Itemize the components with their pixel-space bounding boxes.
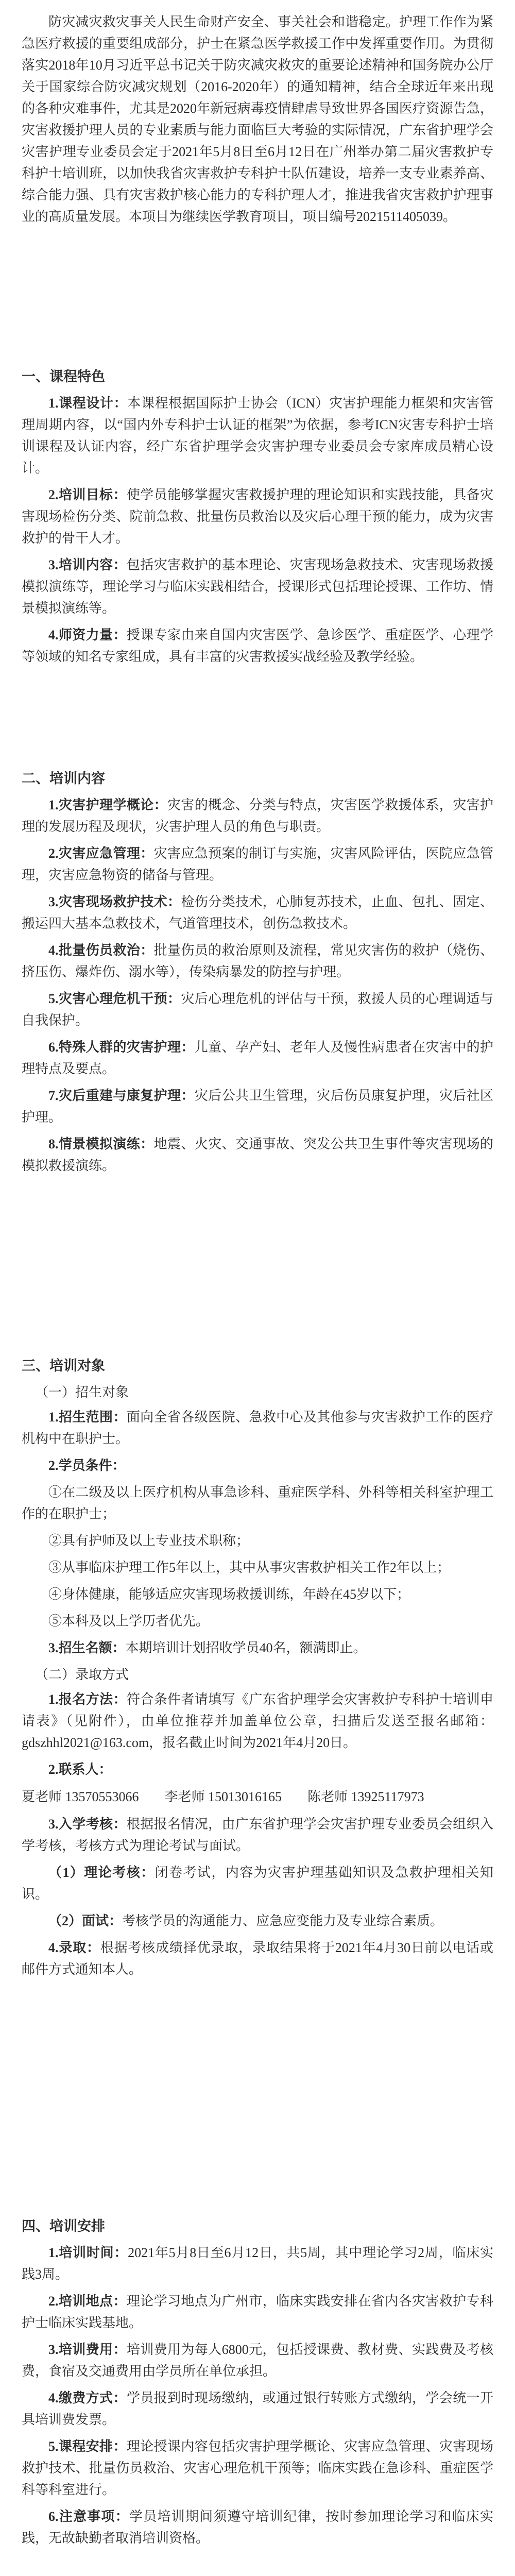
- subsection-title: （一）招生对象: [35, 1385, 129, 1400]
- item-text: 根据考核成绩择优录取，录取结果将于2021年4月30日前以电话或邮件方式通知本人。: [22, 1940, 493, 1977]
- item-text: 使学员能够掌握灾害救援护理的理论知识和实践技能，具备灾害现场检伤分类、院前急救、批量伤员救治以及灾后心理干预的能力，成为灾害救护的骨干人才。: [22, 487, 493, 546]
- list-item: [22, 1482, 493, 1525]
- list-item: [22, 1759, 493, 1781]
- item-text: ①在二级及以上医疗机构从事急诊科、重症医学科、外科等相关科室护理工作的在职护士；: [22, 1485, 493, 1521]
- list-item: [22, 2387, 493, 2431]
- list-item: [22, 891, 493, 935]
- item-text: 授课专家由来自国内灾害医学、急诊医学、重症医学、心理学等领域的知名专家组成，具有丰富的灾害救援实战经验及教学经验。: [22, 628, 493, 664]
- list-item: [22, 2242, 493, 2285]
- list-item: [22, 940, 493, 983]
- item-lead: 5.课程安排：: [48, 2439, 127, 2454]
- item-lead: 6.注意事项：: [48, 2509, 129, 2524]
- intro-section: [22, 11, 493, 233]
- list-item: [22, 2436, 493, 2501]
- item-lead: 3.培训费用：: [48, 2342, 127, 2357]
- item-text: 学员报到时现场缴纳，或通过银行转账方式缴纳，学会统一开具培训费发票。: [22, 2391, 493, 2427]
- item-lead: 3.入学考核：: [48, 1817, 127, 1832]
- item-lead: （2）面试：: [48, 1913, 123, 1928]
- item-lead: 2.学员条件：: [48, 1458, 126, 1473]
- intro-paragraph: 防灾减灾救灾事关人民生命财产安全、事关社会和谐稳定。护理工作作为紧急医疗救援的重要组成部分，护士在紧急医学救援工作中发挥重要作用。为贯彻落实2018年10月习近平总书记关于防灾减灾救灾的重要论述精神和国务院办公厅关于国家综合防灾减灾规划（2016-2020年）的通知精神，结合全球近年来出现的各种灾难事件，尤其是2020年新冠病毒疫情肆虐导致世界各国医疗资源告急，灾害救援护理人员的专业素质与能力面临巨大考验的实际情况，广东省护理学会灾害护理专业委员会定于2021年5月8日至6月12日在广州举办第二届灾害救护专科护士培训班，以加快我省灾害救护专科护士队伍建设，培养一支专业素养高、综合能力强、具有灾害救护核心能力的专科护理人才，推进我省灾害救护护理事业的高质量发展。本项目为继续医学教育项目，项目编号2021511405039。: [22, 14, 493, 224]
- list-item: [22, 484, 493, 549]
- item-text: 灾害应急预案的制订与实施，灾害风险评估，医院应急管理，灾害应急物资的储备与管理。: [22, 846, 493, 883]
- item-lead: 4.录取：: [48, 1940, 100, 1955]
- item-text: 本课程根据国际护士协会（ICN）灾害护理能力框架和灾害管理周期内容，以“国内外专科护士认证的框架”为依据，参考ICN灾害专科护士培训课程及认证内容，经广东省护理学会灾害护理专业委员会专家库成员精心设计。: [22, 396, 493, 476]
- item-lead: 1.报名方法：: [48, 1692, 127, 1707]
- item-text: 灾害的概念、分类与特点，灾害医学救援体系，灾害护理的发展历程及现状，灾害护理人员的角色与职责。: [22, 798, 493, 834]
- list-item: [22, 1910, 493, 1932]
- contact-item: 陈老师 13925117973: [307, 1789, 424, 1804]
- list-item: [22, 2506, 493, 2549]
- contact-item: 夏老师 13570553066: [22, 1789, 139, 1804]
- course-features-section: [22, 355, 493, 673]
- list-item: [22, 1085, 493, 1128]
- item-text: 理论学习地点为广州市，临床实践安排在省内各灾害救护专科护士临床实践基地。: [22, 2294, 493, 2330]
- item-lead: 3.灾害现场救护技术：: [48, 894, 181, 909]
- list-item: [22, 1689, 493, 1754]
- contact-list: [22, 1786, 493, 1808]
- section-title: 二、培训内容: [22, 771, 105, 786]
- list-item: [22, 988, 493, 1031]
- section-title: 四、培训安排: [22, 2218, 105, 2234]
- item-text: 闭卷考试，内容为灾害护理基础知识及急救护理相关知识。: [22, 1865, 493, 1902]
- list-item: [22, 554, 493, 619]
- item-text: ⑤本科及以上学历者优先。: [48, 1614, 210, 1629]
- list-item: [22, 1557, 493, 1579]
- list-item: [22, 794, 493, 838]
- list-item: [22, 1637, 493, 1659]
- list-item: [22, 1814, 493, 1857]
- list-item: [22, 1406, 493, 1450]
- item-lead: 4.批量伤员救治：: [48, 943, 154, 958]
- item-lead: 5.灾害心理危机干预：: [48, 991, 181, 1006]
- item-text: 地震、火灾、交通事故、突发公共卫生事件等灾害现场的模拟救援演练。: [22, 1137, 493, 1173]
- item-lead: 3.招生名额：: [48, 1640, 126, 1655]
- item-lead: 4.缴费方式：: [48, 2391, 127, 2405]
- item-text: ②具有护师及以上专业技术职称；: [48, 1533, 250, 1548]
- item-lead: 1.招生范围：: [48, 1410, 127, 1425]
- item-text: 根据报名情况，由广东省护理学会灾害护理专业委员会组织入学考核，考核方式为理论考试与面试。: [22, 1817, 493, 1853]
- list-item: [22, 1530, 493, 1552]
- item-text: 理论授课内容包括灾害护理学概论、灾害应急管理、灾害现场救护技术、批量伤员救治、灾害心理危机干预等；临床实践在急诊科、重症医学科等科室进行。: [22, 2439, 493, 2497]
- item-text: 检伤分类技术，心肺复苏技术，止血、包扎、固定、搬运四大基本急救技术，气道管理技术，创伤急救技术。: [22, 894, 493, 931]
- list-item: [22, 1937, 493, 1980]
- item-text: 面向全省各级医院、急救中心及其他参与灾害救护工作的医疗机构中在职护士。: [22, 1410, 493, 1446]
- contact-item: 李老师 15013016165: [164, 1789, 282, 1804]
- list-item: [22, 1862, 493, 1905]
- training-target-section: [22, 1345, 493, 1986]
- item-lead: 6.特殊人群的灾害护理：: [48, 1040, 195, 1055]
- section-title: 一、课程特色: [22, 369, 105, 384]
- item-text: 符合条件者请填写《广东省护理学会灾害救护专科护士培训申请表》（见附件），由单位推荐并加盖单位公章，扫描后发送至报名邮箱：gdszhhl2021@163.com，报名截止时间为2021年4月20日。: [22, 1692, 493, 1750]
- item-text: 儿童、孕产妇、老年人及慢性病患者在灾害中的护理特点及要点。: [22, 1040, 493, 1076]
- item-text: ③从事临床护理工作5年以上，其中从事灾害救护相关工作2年以上；: [48, 1560, 451, 1575]
- item-lead: 2.联系人：: [48, 1762, 112, 1777]
- list-item: [22, 624, 493, 668]
- item-text: ④身体健康，能够适应灾害现场救援训练，年龄在45岁以下；: [48, 1587, 410, 1602]
- training-schedule-section: [22, 2205, 493, 2554]
- list-item: [22, 2291, 493, 2334]
- item-lead: 3.培训内容：: [48, 557, 127, 572]
- item-text: 包括灾害救护的基本理论、灾害现场急救技术、灾害现场救援模拟演练等，理论学习与临床实践相结合，授课形式包括理论授课、工作坊、情景模拟演练等。: [22, 557, 493, 616]
- list-item: [22, 2339, 493, 2382]
- item-lead: 7.灾后重建与康复护理：: [48, 1088, 195, 1103]
- item-lead: 1.培训时间：: [48, 2245, 128, 2260]
- item-text: 考核学员的沟通能力、应急应变能力及专业综合素质。: [122, 1913, 444, 1928]
- item-text: 本期培训计划招收学员40名，额满即止。: [125, 1640, 367, 1655]
- item-text: 学员培训期间须遵守培训纪律，按时参加理论学习和临床实践，无故缺勤者取消培训资格。: [22, 2509, 493, 2546]
- list-item: [22, 843, 493, 886]
- item-lead: （1）理论考核：: [48, 1865, 155, 1880]
- list-item: [22, 393, 493, 479]
- item-lead: 4.师资力量：: [48, 628, 127, 642]
- item-text: 灾后心理危机的评估与干预，救援人员的心理调适与自我保护。: [22, 991, 493, 1028]
- item-lead: 1.课程设计：: [48, 396, 128, 411]
- list-item: [22, 1611, 493, 1632]
- item-lead: 8.情景模拟演练：: [48, 1137, 154, 1151]
- item-text: 灾后公共卫生管理，灾后伤员康复护理，灾后社区护理。: [22, 1088, 493, 1125]
- subsection-title: （二）录取方式: [35, 1667, 129, 1682]
- item-lead: 2.灾害应急管理：: [48, 846, 154, 861]
- item-text: 2021年5月8日至6月12日，共5周，其中理论学习2周，临床实践3周。: [22, 2245, 493, 2282]
- list-item: [22, 1133, 493, 1177]
- item-lead: 2.培训地点：: [48, 2294, 127, 2309]
- training-content-section: [22, 757, 493, 1182]
- item-lead: 2.培训目标：: [48, 487, 127, 502]
- list-item: [22, 1455, 493, 1477]
- list-item: [22, 1037, 493, 1080]
- section-title: 三、培训对象: [22, 1358, 105, 1374]
- item-text: 培训费用为每人6800元，包括授课费、教材费、实践费及考核费，食宿及交通费用由学员所在单位承担。: [22, 2342, 493, 2379]
- item-lead: 1.灾害护理学概论：: [48, 798, 168, 812]
- item-text: 批量伤员的救治原则及流程，常见灾害伤的救护（烧伤、挤压伤、爆炸伤、溺水等），传染病暴发的防控与护理。: [22, 943, 493, 979]
- list-item: [22, 1584, 493, 1605]
